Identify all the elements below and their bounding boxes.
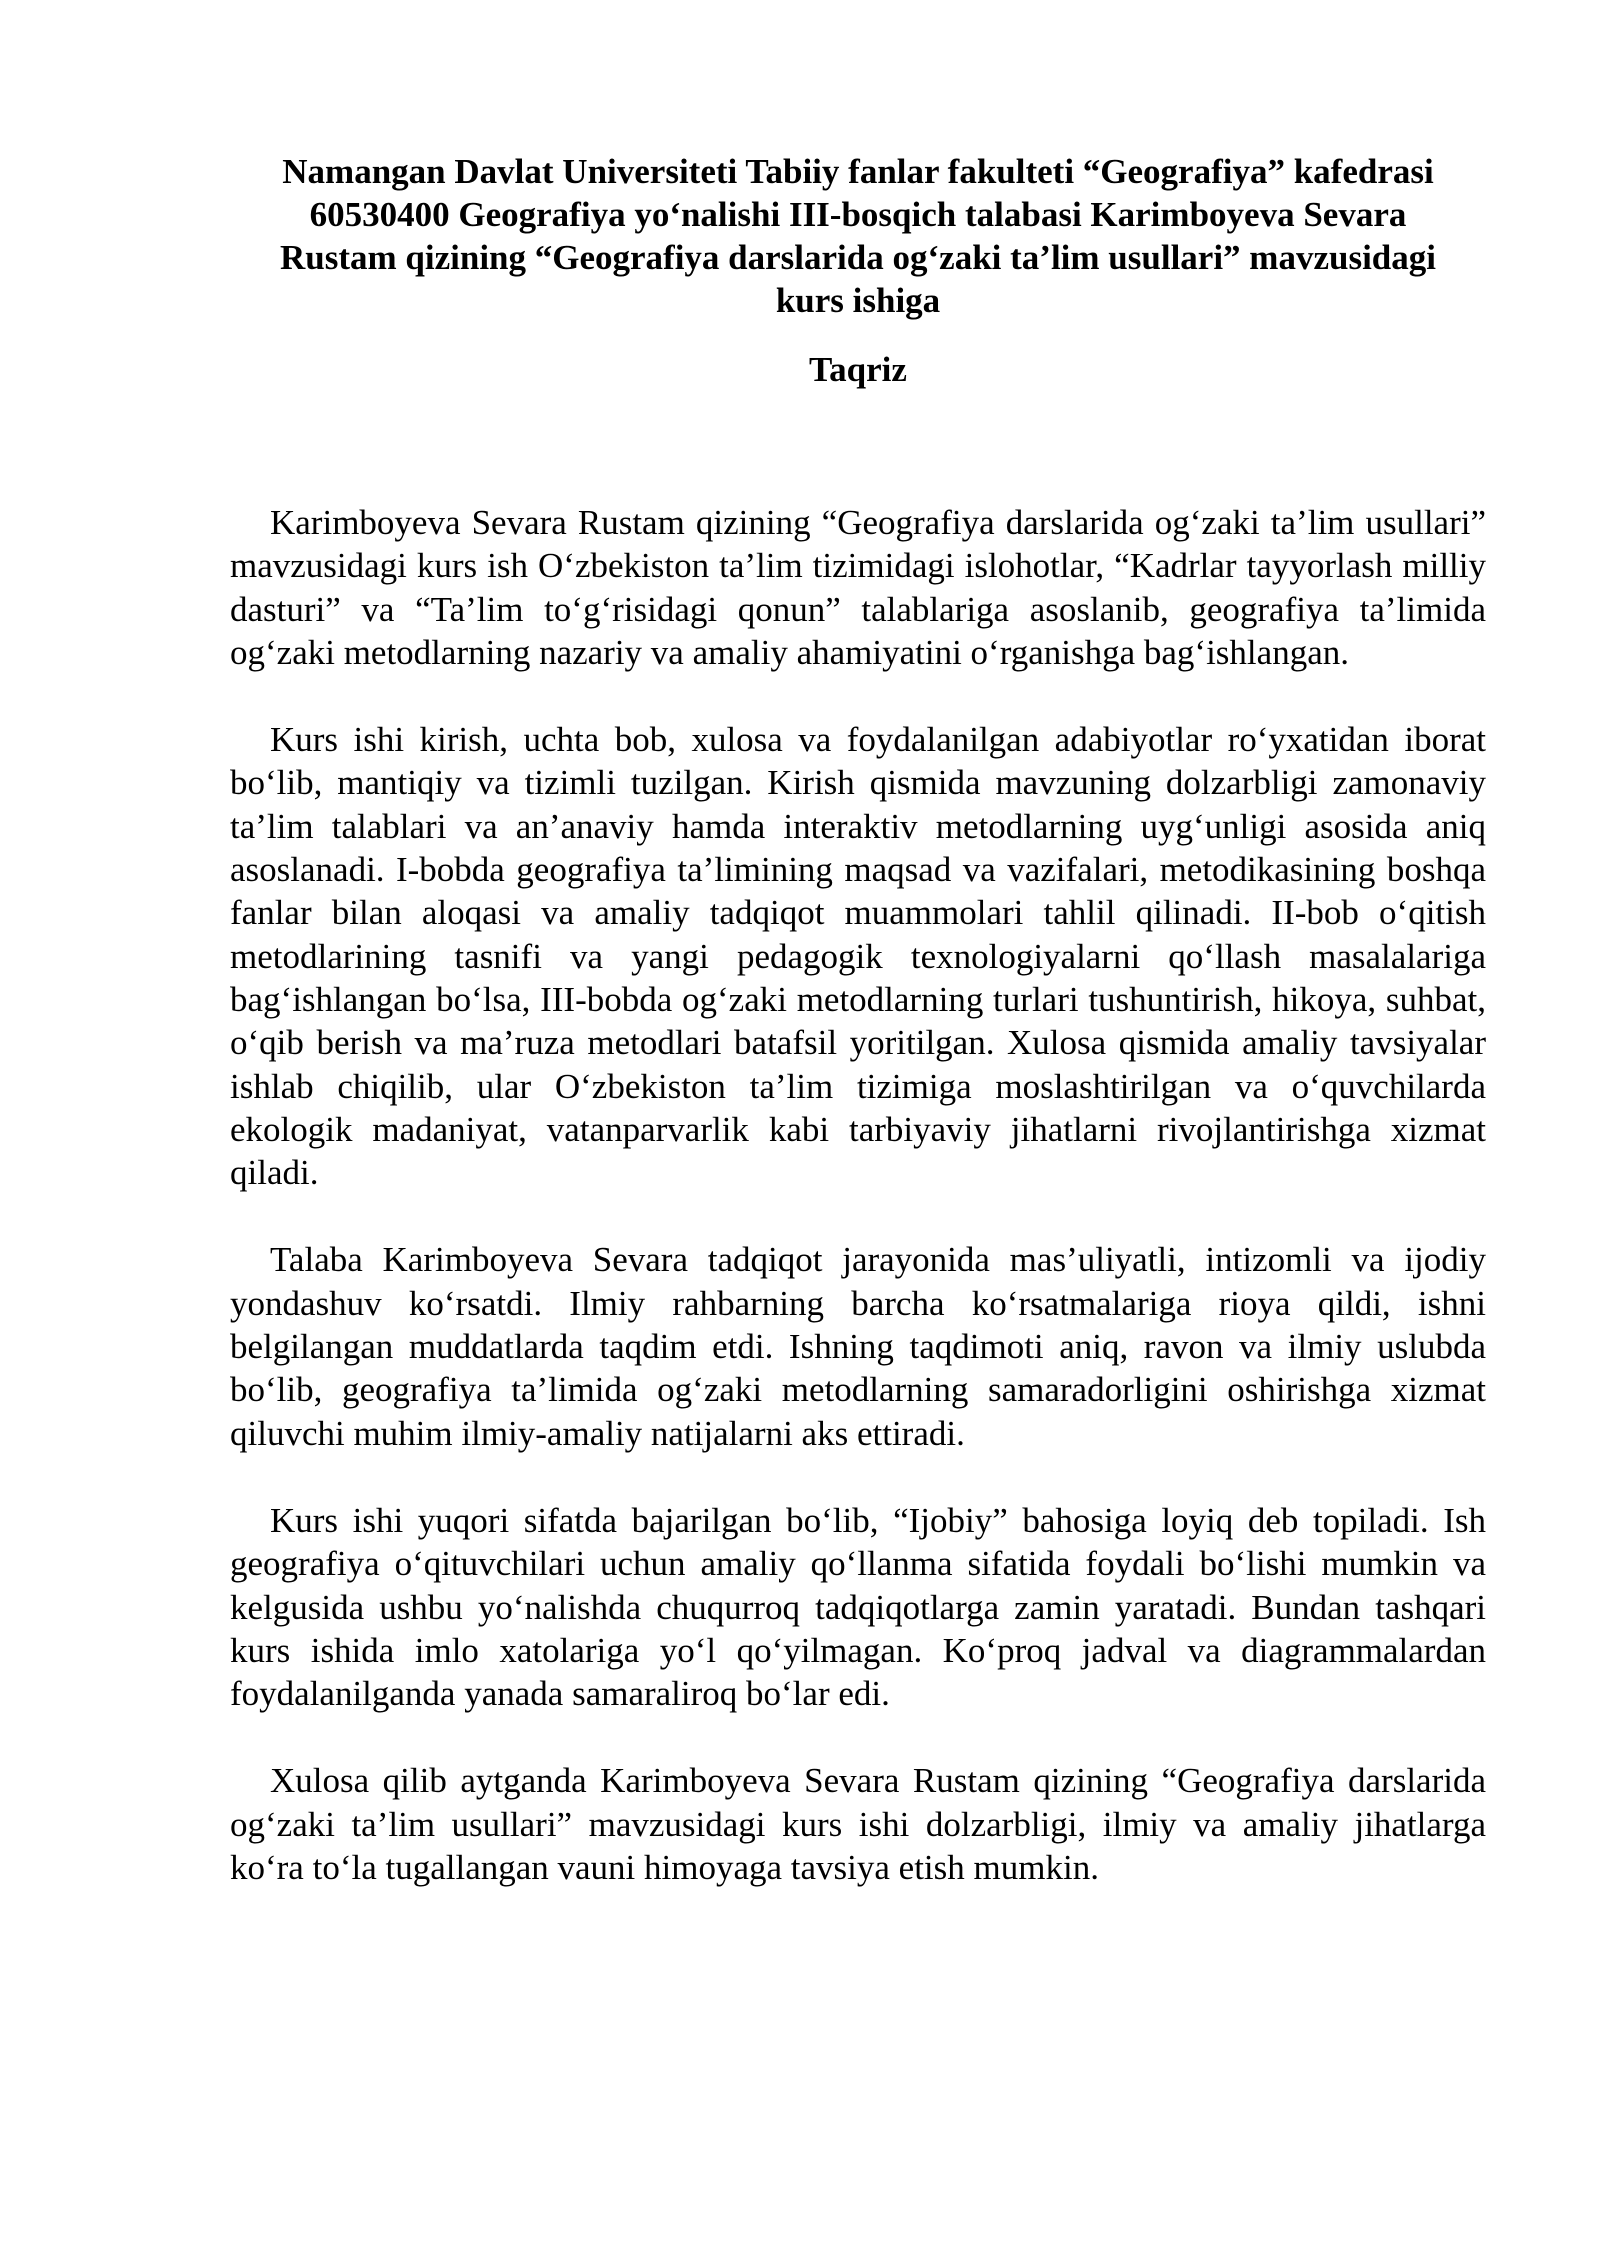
document-body	[230, 501, 1486, 1889]
heading-line: Namangan Davlat Universiteti Tabiiy fanlar fakulteti “Geografiya” kafedrasi	[282, 152, 1434, 191]
body-paragraph: Kurs ishi yuqori sifatda bajarilgan bo‘lib, “Ijobiy” bahosiga loyiq deb topiladi. Ish geografiya o‘qituvchilari uchun amaliy qo‘llanma sifatida foydali bo‘lishi mumkin va kelgusida ushbu yo‘nalishda chuqurroq tadqiqotlarga zamin yaratadi. Bundan tashqari kurs ishida imlo xatolariga yo‘l qo‘yilmagan. Ko‘proq jadval va diagrammalardan foydalanilganda yanada samaraliroq bo‘lar edi.	[230, 1500, 1486, 1714]
body-paragraph: Kurs ishi kirish, uchta bob, xulosa va foydalanilgan adabiyotlar ro‘yxatidan iborat bo‘lib, mantiqiy va tizimli tuzilgan. Kirish qismida mavzuning dolzarbligi zamonaviy ta’lim talablari va an’anaviy hamda interaktiv metodlarning uyg‘unligi asosida aniq asoslanadi. I-bobda geografiya ta’limining maqsad va vazifalari, metodikasining boshqa fanlar bilan aloqasi va amaliy tadqiqot muammolari tahlil qilinadi. II-bob o‘qitish metodlarining tasnifi va yangi pedagogik texnologiyalarni qo‘llash masalalariga bag‘ishlangan bo‘lsa, III-bobda og‘zaki metodlarning turlari tushuntirish, hikoya, suhbat, o‘qib berish va ma’ruza metodlari batafsil yoritilgan. Xulosa qismida amaliy tavsiyalar ishlab chiqilib, ular O‘zbekiston ta’lim tizimiga moslashtirilgan va o‘quvchilarda ekologik madaniyat, vatanparvarlik kabi tarbiyaviy jihatlarni rivojlantirishga xizmat qiladi.	[230, 720, 1486, 1193]
heading-line: Rustam qizining “Geografiya darslarida og‘zaki ta’lim usullari” mavzusidagi	[279, 238, 1436, 277]
document-subtitle: Taqriz	[809, 350, 907, 389]
heading-line: kurs ishiga	[775, 281, 941, 320]
body-paragraph: Xulosa qilib aytganda Karimboyeva Sevara Rustam qizining “Geografiya darslarida og‘zaki ta’lim usullari” mavzusidagi kurs ishi dolzarbligi, ilmiy va amaliy jihatlarga ko‘ra to‘la tugallangan vauni himoyaga tavsiya etish mumkin.	[230, 1761, 1486, 1888]
body-paragraph: Talaba Karimboyeva Sevara tadqiqot jarayonida mas’uliyatli, intizomli va ijodiy yondashuv ko‘rsatdi. Ilmiy rahbarning barcha ko‘rsatmalariga rioya qildi, ishni belgilangan muddatlarda taqdim etdi. Ishning taqdimoti aniq, ravon va ilmiy uslubda bo‘lib, geografiya ta’limida og‘zaki metodlarning samaradorligini oshirishga xizmat qiluvchi muhim ilmiy-amaliy natijalarni aks ettiradi.	[230, 1240, 1486, 1453]
body-paragraph: Karimboyeva Sevara Rustam qizining “Geografiya darslarida og‘zaki ta’lim usullari” mavzusidagi kurs ish O‘zbekiston ta’lim tizimidagi islohotlar, “Kadrlar tayyorlash milliy dasturi” va “Ta’lim to‘g‘risidagi qonun” talablariga asoslanib, geografiya ta’limida og‘zaki metodlarning nazariy va amaliy ahamiyatini o‘rganishga bag‘ishlangan.	[230, 503, 1486, 672]
heading-line: 60530400 Geografiya yo‘nalishi III-bosqich talabasi Karimboyeva Sevara	[309, 195, 1407, 234]
document-heading	[230, 150, 1486, 322]
document-page	[230, 150, 1486, 1933]
